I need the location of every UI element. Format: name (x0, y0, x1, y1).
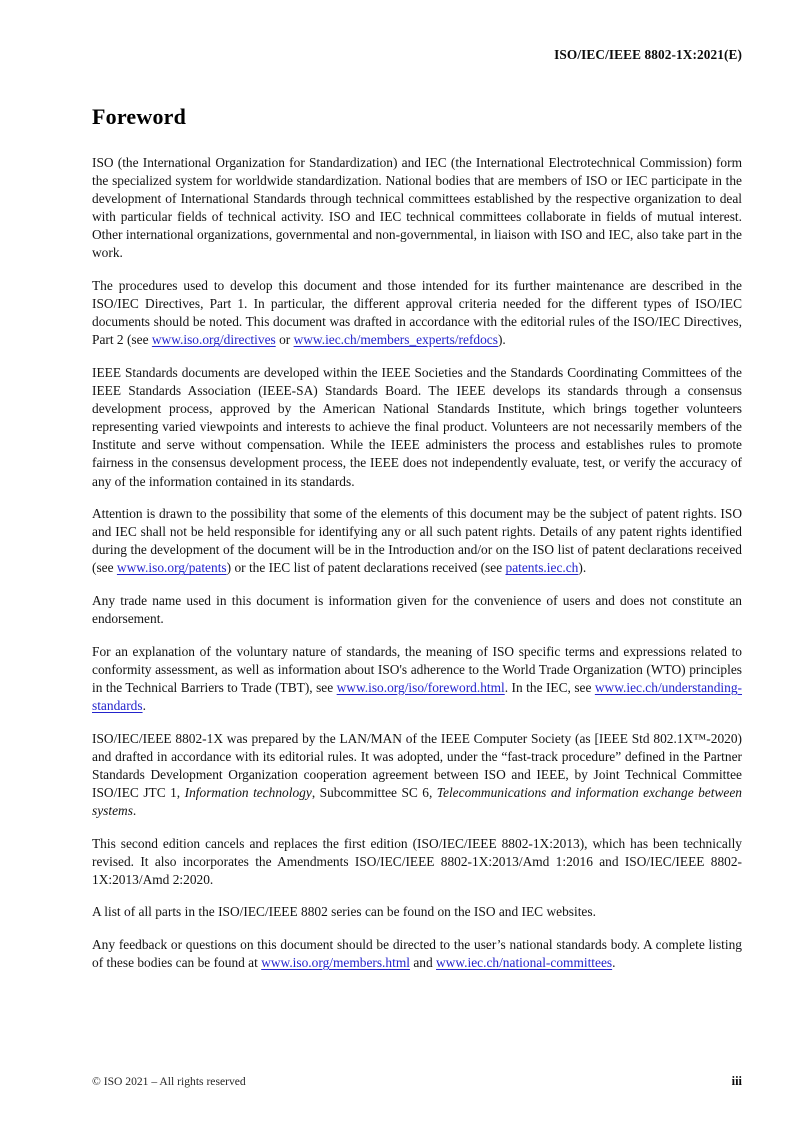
paragraph-text-segment: and (409, 954, 436, 970)
link-iso-patents[interactable]: www.iso.org/patents (116, 560, 227, 576)
paragraph-text-segment: . (612, 954, 616, 970)
link-iec-national-committees[interactable]: www.iec.ch/national-committees (436, 954, 613, 970)
paragraph-text-segment: The procedures used to develop this document and those intended for its further maintenance are described in the ISO/IEC Directives, Part 1. In particular, the different approval criteria needed for the different types of ISO/IEC documents should be noted. This document was drafted in accordance with the editorial rules of the ISO/IEC Directives, Part 2 (see (92, 278, 742, 348)
paragraph-text-segment: ISO/IEC/IEEE 8802-1X was prepared by the LAN/MAN of the IEEE Computer Society (as [IEEE Std 802.1X™-2020) and drafted in accordance with its editorial rules. It was adopted, under the “fast-track procedure” defined in the Partner Standards Development Organization cooperation agreement between ISO and IEEE, by Joint Technical Committee ISO/IEC JTC 1, (92, 730, 742, 800)
link-iso-members[interactable]: www.iso.org/members.html (261, 954, 410, 970)
link-patents-iec[interactable]: patents.iec.ch (505, 560, 579, 576)
paragraph-text-segment: ) or the IEC list of patent declarations received (see (226, 560, 506, 576)
paragraph-ieee-standards-development: IEEE Standards documents are developed within the IEEE Societies and the Standards Coordinating Committees of the IEEE Standards Association (IEEE-SA) Standards Board. The IEEE develops its standards through a consensus development process, approved by the American National Standards Institute, which brings together volunteers representing varied viewpoints and interests to achieve the final product. Volunteers are not necessarily members of the Institute and serve without compensation. While the IEEE administers the process and establishes rules to promote fairness in the consensus development process, the IEEE does not independently evaluate, test, or verify the accuracy of any of the information contained in its standards. (92, 364, 742, 489)
link-iec-refdocs[interactable]: www.iec.ch/members_experts/refdocs (293, 332, 498, 348)
paragraph-patent-rights (92, 505, 742, 577)
paragraph-text-segment: For an explanation of the voluntary nature of standards, the meaning of ISO specific terms and expressions related to conformity assessment, as well as information about ISO's adherence to the World Trade Organization (WTO) principles in the Technical Barriers to Trade (TBT), see (92, 643, 742, 695)
page-number: iii (731, 1074, 742, 1088)
paragraph-text-segment: ). (578, 560, 587, 576)
copyright-notice: © ISO 2021 – All rights reserved (92, 1075, 246, 1088)
paragraph-iso-iec-description: ISO (the International Organization for Standardization) and IEC (the International Electrotechnical Commission) form the specialized system for worldwide standardization. National bodies that are members of ISO or IEC participate in the development of International Standards through technical committees established by the respective organization to deal with particular fields of technical activity. ISO and IEC technical committees collaborate in fields of mutual interest. Other international organizations, governmental and non-governmental, in liaison with ISO and IEC, also take part in the work. (92, 155, 742, 261)
link-iec-understanding-standards[interactable]: www.iec.ch/understanding-standards (92, 679, 742, 713)
paragraph-text-segment: Attention is drawn to the possibility that some of the elements of this document may be the subject of patent rights. ISO and IEC shall not be held responsible for identifying any or all such patent rights. Details of any patent rights identified during the development of the document will be in the Introduction and/or on the ISO list of patent declarations received (see (92, 506, 742, 576)
paragraph-feedback-contact (92, 936, 742, 972)
document-body (92, 104, 742, 972)
paragraph-trade-name-disclaimer: Any trade name used in this document is information given for the convenience of users and does not constitute an endorsement. (92, 592, 742, 627)
paragraph-procedures-directives (92, 277, 742, 349)
paragraph-text-segment: or (275, 332, 294, 348)
running-header-standard-ref: ISO/IEC/IEEE 8802-1X:2021(E) (554, 47, 742, 62)
paragraph-text-segment: . In the IEC, see (504, 679, 595, 695)
paragraph-text-segment: . (142, 697, 146, 713)
paragraph-preparation-committee (92, 730, 742, 820)
paragraph-text-segment: . (132, 802, 137, 818)
paragraph-text-segment: Any feedback or questions on this document should be directed to the user’s national standards body. A complete listing of these bodies can be found at (92, 936, 742, 970)
paragraph-voluntary-nature-wto (92, 643, 742, 715)
paragraph-second-edition-history: This second edition cancels and replaces the first edition (ISO/IEC/IEEE 8802-1X:2013), which has been technically revised. It also incorporates the Amendments ISO/IEC/IEEE 8802-1X:2013/Amd 1:2016 and ISO/IEC/IEEE 8802-1X:2013/Amd 2:2020. (92, 835, 742, 887)
link-iso-foreword[interactable]: www.iso.org/iso/foreword.html (336, 679, 505, 695)
subcommittee-title-telecommunications: Telecommunications and information exchange between systems (92, 784, 742, 818)
link-iso-directives[interactable]: www.iso.org/directives (151, 332, 276, 348)
paragraph-text-segment: ). (497, 332, 506, 348)
page-title: Foreword (92, 104, 187, 129)
paragraph-parts-list: A list of all parts in the ISO/IEC/IEEE 8802 series can be found on the ISO and IEC websites. (92, 904, 596, 920)
paragraph-text-segment: , Subcommittee SC 6, (311, 784, 437, 800)
page-footer (92, 1074, 742, 1089)
committee-title-information-technology: Information technology (184, 784, 312, 800)
